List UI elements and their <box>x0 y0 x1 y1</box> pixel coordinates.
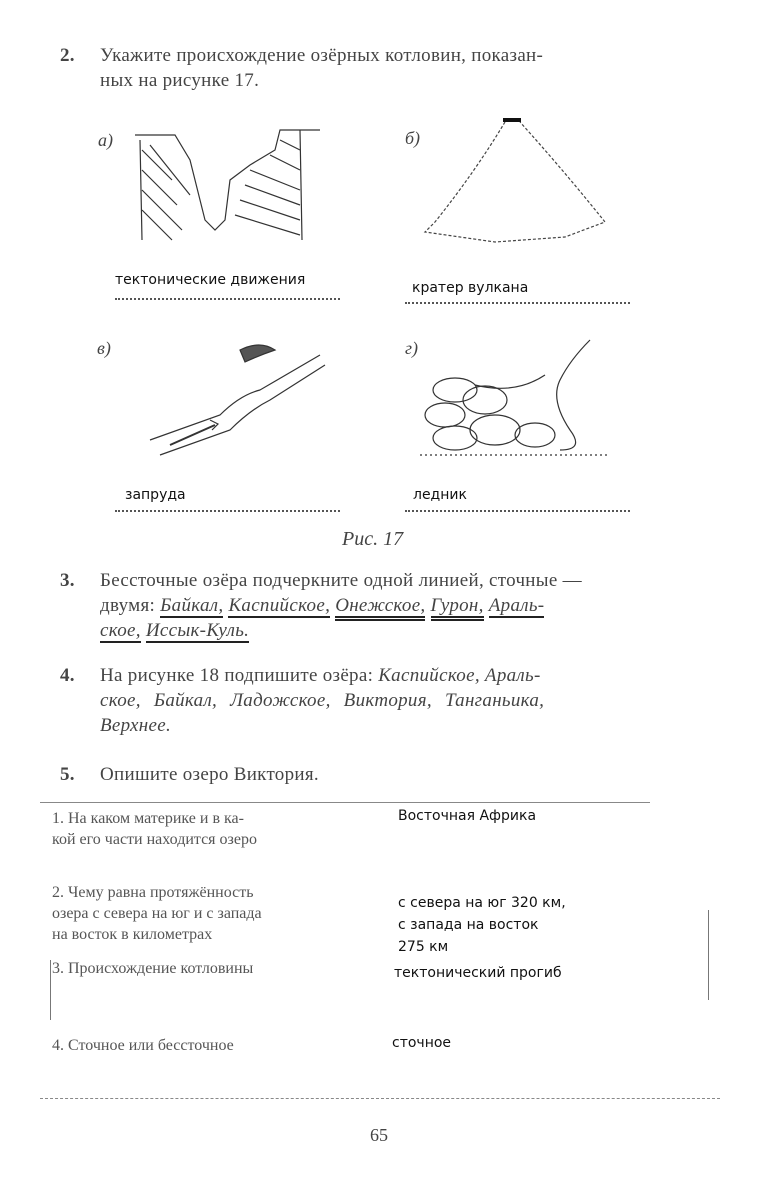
answer-line: с запада на восток <box>398 917 539 933</box>
answer-g: ледник <box>413 487 467 503</box>
lake-aral: Араль- <box>488 595 545 616</box>
question-text: Опишите озеро Виктория. <box>100 764 319 785</box>
question-number: 5. <box>60 764 75 785</box>
lake-aral-cont: ское, <box>100 620 141 641</box>
question-text: На рисунке 18 подпишите озёра: <box>100 665 374 686</box>
row-question: 4. Сточное или бессточное <box>52 1037 234 1054</box>
answer-line: с севера на юг 320 км, <box>398 895 566 911</box>
row-question: кой его части находится озеро <box>52 831 257 848</box>
tectonic-basin-drawing <box>130 120 330 250</box>
row-answer <box>398 892 566 958</box>
row-answer: Восточная Африка <box>398 808 537 824</box>
glacial-lake-drawing <box>415 330 615 465</box>
lake-baikal: Байкал, <box>160 595 224 616</box>
answer-a: тектонические движения <box>115 272 306 288</box>
question-number: 4. <box>60 665 75 686</box>
answer-line: 275 км <box>398 939 449 955</box>
table-border <box>40 802 650 803</box>
answer-line-b <box>405 302 630 304</box>
table-row <box>52 958 253 979</box>
row-question: 3. Происхождение котловины <box>52 960 254 977</box>
question-text: Бессточные озёра подчеркните одной линией, сточные — <box>100 570 582 591</box>
figure-label-g: г) <box>405 338 419 358</box>
lake-caspian: Каспийское, <box>228 595 331 616</box>
victoria-table <box>40 800 720 1100</box>
lake-huron: Гурон, <box>431 595 484 621</box>
answer-line-v <box>115 510 340 512</box>
row-answer: сточное <box>392 1035 452 1051</box>
lake-issyk-kul: Иссык-Куль. <box>145 620 250 641</box>
question-number: 3. <box>60 570 75 591</box>
volcano-crater-drawing <box>415 112 615 252</box>
dam-lake-drawing <box>140 335 340 465</box>
answer-b: кратер вулкана <box>412 280 529 296</box>
figure-label-a: а) <box>98 130 113 150</box>
lake-onega: Онежское, <box>335 595 425 621</box>
answer-line-a <box>115 298 340 300</box>
figure-caption: Рис. 17 <box>342 528 404 550</box>
row-question: 2. Чему равна протяжённость <box>52 884 254 901</box>
question-4 <box>60 663 720 738</box>
answer-line-g <box>405 510 630 512</box>
table-row <box>52 882 262 945</box>
lake-list: Каспийское, Араль- <box>378 665 541 686</box>
answer-v: запруда <box>125 487 186 503</box>
page-number: 65 <box>370 1125 388 1145</box>
question-3 <box>60 568 720 643</box>
row-question: на восток в километрах <box>52 926 213 943</box>
question-text: Укажите происхождение озёрных котловин, показан- <box>100 45 544 66</box>
row-question: 1. На каком материке и в ка- <box>52 810 244 827</box>
question-number: 2. <box>60 45 75 66</box>
figure-label-b: б) <box>405 128 421 148</box>
table-row <box>52 808 257 850</box>
row-question: озера с севера на юг и с запада <box>52 905 262 922</box>
lake-list: ское, Байкал, Ладожское, Виктория, Танганьика, <box>100 690 545 711</box>
question-5 <box>60 762 319 787</box>
table-border <box>50 960 51 1020</box>
figure-label-v: в) <box>97 338 111 358</box>
lake-list: Верхнее. <box>100 715 172 736</box>
row-answer: тектонический прогиб <box>394 965 562 981</box>
table-border <box>708 910 709 1000</box>
table-row <box>52 1035 234 1056</box>
question-2 <box>60 43 720 93</box>
table-border <box>40 1098 720 1099</box>
question-text: двумя: <box>100 595 156 616</box>
question-text: ных на рисунке 17. <box>100 70 260 91</box>
